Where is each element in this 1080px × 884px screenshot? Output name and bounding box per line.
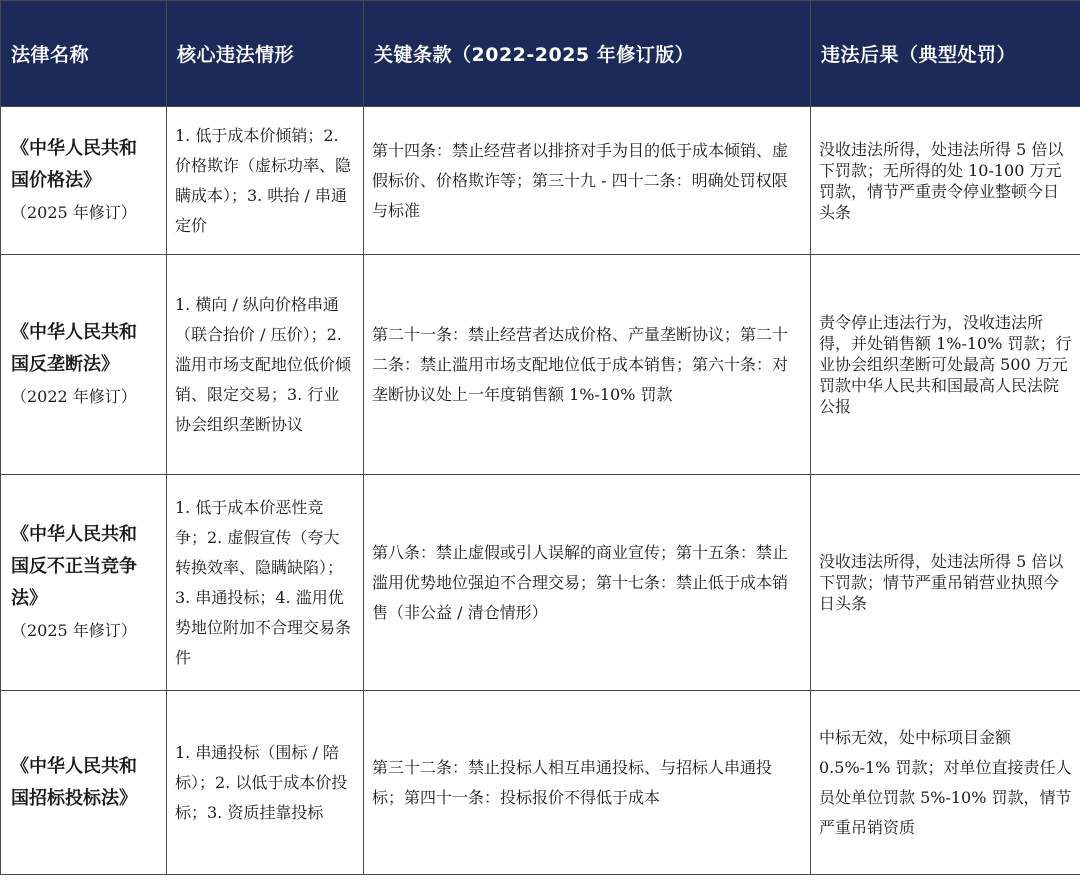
law-revision-year: （2025 年修订） [11, 620, 137, 640]
header-row [1, 1, 1080, 107]
law-name-cell [1, 107, 167, 255]
core-violation-cell: 1. 串通投标（围标 / 陪标）；2. 以低于成本价投标；3. 资质挂靠投标 [167, 691, 364, 875]
consequence-cell: 没收违法所得，处违法所得 5 倍以下罚款；情节严重吊销营业执照今日头条 [811, 475, 1080, 691]
consequence-cell: 责令停止违法行为，没收违法所得，并处销售额 1%-10% 罚款；行业协会组织垄断可处最高 500 万元罚款中华人民共和国最高人民法院公报 [811, 255, 1080, 475]
law-name-line: 国反垄断法》 [11, 353, 119, 375]
law-name-cell [1, 691, 167, 875]
table-row [1, 255, 1080, 475]
header-core-violation: 核心违法情形 [167, 1, 364, 107]
key-clause-cell: 第十四条：禁止经营者以排挤对手为目的低于成本倾销、虚假标价、价格欺诈等；第三十九 - 四十二条：明确处罚权限与标准 [364, 107, 811, 255]
law-name-line: 国反不正当竞争 [11, 555, 137, 577]
core-violation-cell: 1. 横向 / 纵向价格串通（联合抬价 / 压价）；2. 滥用市场支配地位低价倾销、限定交易；3. 行业协会组织垄断协议 [167, 255, 364, 475]
law-name-cell [1, 255, 167, 475]
consequence-cell: 中标无效，处中标项目金额 0.5%-1% 罚款；对单位直接责任人员处单位罚款 5%-10% 罚款，情节严重吊销资质 [811, 691, 1080, 875]
core-violation-cell: 1. 低于成本价倾销；2. 价格欺诈（虚标功率、隐瞒成本）；3. 哄抬 / 串通定价 [167, 107, 364, 255]
core-violation-cell: 1. 低于成本价恶性竞争；2. 虚假宣传（夸大转换效率、隐瞒缺陷）；3. 串通投标；4. 滥用优势地位附加不合理交易条件 [167, 475, 364, 691]
law-name-line: 《中华人民共和 [11, 137, 137, 159]
key-clause-cell: 第三十二条：禁止投标人相互串通投标、与招标人串通投标；第四十一条：投标报价不得低于成本 [364, 691, 811, 875]
consequence-cell: 没收违法所得，处违法所得 5 倍以下罚款；无所得的处 10-100 万元罚款，情节严重责令停业整顿今日头条 [811, 107, 1080, 255]
law-revision-year: （2022 年修订） [11, 386, 137, 406]
table-row [1, 475, 1080, 691]
key-clause-cell: 第八条：禁止虚假或引人误解的商业宣传；第十五条：禁止滥用优势地位强迫不合理交易；第十七条：禁止低于成本销售（非公益 / 清仓情形） [364, 475, 811, 691]
header-key-clauses: 关键条款（2022-2025 年修订版） [364, 1, 811, 107]
law-name-line: 《中华人民共和 [11, 523, 137, 545]
law-name-line: 《中华人民共和 [11, 755, 137, 777]
law-name-line: 法》 [11, 587, 47, 609]
key-clause-cell: 第二十一条：禁止经营者达成价格、产量垄断协议；第二十二条：禁止滥用市场支配地位低于成本销售；第六十条：对垄断协议处上一年度销售额 1%-10% 罚款 [364, 255, 811, 475]
header-consequences: 违法后果（典型处罚） [811, 1, 1080, 107]
table-row [1, 107, 1080, 255]
law-revision-year: （2025 年修订） [11, 202, 137, 222]
law-name-line: 国招标投标法》 [11, 787, 137, 809]
law-name-line: 《中华人民共和 [11, 321, 137, 343]
table-row [1, 691, 1080, 875]
law-name-line: 国价格法》 [11, 169, 101, 191]
header-law-name: 法律名称 [1, 1, 167, 107]
law-name-cell [1, 475, 167, 691]
